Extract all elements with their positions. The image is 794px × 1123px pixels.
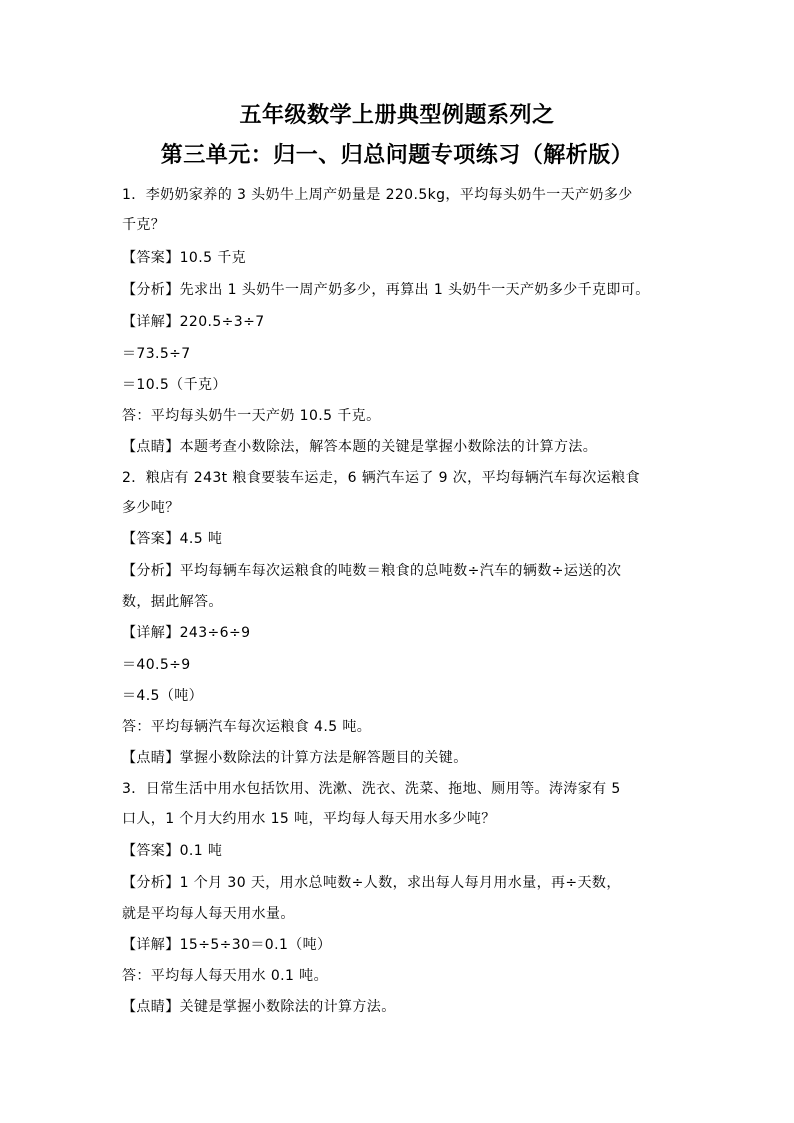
- question-2-text: 2．粮店有 243t 粮食要装车运走，6 辆汽车运了 9 次，平均每辆汽车每次运粮食: [122, 470, 640, 486]
- question-1-detail: 【详解】220.5÷3÷7: [122, 314, 265, 330]
- question-3-reply: 答：平均每人每天用水 0.1 吨。: [122, 968, 328, 984]
- question-3-text: 3．日常生活中用水包括饮用、洗漱、洗衣、洗菜、拖地、厕用等。涛涛家有 5: [122, 781, 621, 797]
- question-1-analysis: 【分析】先求出 1 头奶牛一周产奶多少，再算出 1 头奶牛一天产奶多少千克即可。: [122, 282, 650, 298]
- question-1-step-2: ＝10.5（千克）: [122, 377, 227, 393]
- question-3-analysis-cont: 就是平均每人每天用水量。: [122, 906, 295, 922]
- question-3-answer: 【答案】0.1 吨: [122, 843, 223, 859]
- question-3-text-cont: 口人，1 个月大约用水 15 吨，平均每人每天用水多少吨？: [122, 811, 496, 827]
- document-title-line2: 第三单元：归一、归总问题专项练习（解析版）: [160, 143, 634, 168]
- question-3-analysis: 【分析】1 个月 30 天，用水总吨数÷人数，求出每人每月用水量，再÷天数，: [122, 875, 621, 891]
- question-2-reply: 答：平均每辆汽车每次运粮食 4.5 吨。: [122, 719, 372, 735]
- question-2-step-2: ＝4.5（吨）: [122, 688, 204, 704]
- question-1-text-cont: 千克？: [122, 217, 166, 233]
- question-2-analysis: 【分析】平均每辆车每次运粮食的吨数＝粮食的总吨数÷汽车的辆数÷运送的次: [122, 563, 622, 579]
- document-title-line1: 五年级数学上册典型例题系列之: [239, 103, 555, 128]
- question-2-comment: 【点睛】掌握小数除法的计算方法是解答题目的关键。: [122, 750, 468, 766]
- question-2-detail: 【详解】243÷6÷9: [122, 625, 251, 641]
- question-1-comment: 【点睛】本题考查小数除法，解答本题的关键是掌握小数除法的计算方法。: [122, 439, 598, 455]
- question-1-reply: 答：平均每头奶牛一天产奶 10.5 千克。: [122, 408, 381, 424]
- question-3-comment: 【点睛】关键是掌握小数除法的计算方法。: [122, 999, 396, 1015]
- question-1-answer: 【答案】10.5 千克: [122, 250, 247, 266]
- question-2-analysis-cont: 数，据此解答。: [122, 594, 223, 610]
- question-1-step-1: ＝73.5÷7: [122, 346, 191, 362]
- question-3-detail: 【详解】15÷5÷30＝0.1（吨）: [122, 937, 332, 953]
- question-2-answer: 【答案】4.5 吨: [122, 531, 223, 547]
- question-1-text: 1．李奶奶家养的 3 头奶牛上周产奶量是 220.5kg，平均每头奶牛一天产奶多少: [122, 187, 633, 203]
- question-2-text-cont: 多少吨？: [122, 500, 180, 516]
- question-2-step-1: ＝40.5÷9: [122, 657, 191, 673]
